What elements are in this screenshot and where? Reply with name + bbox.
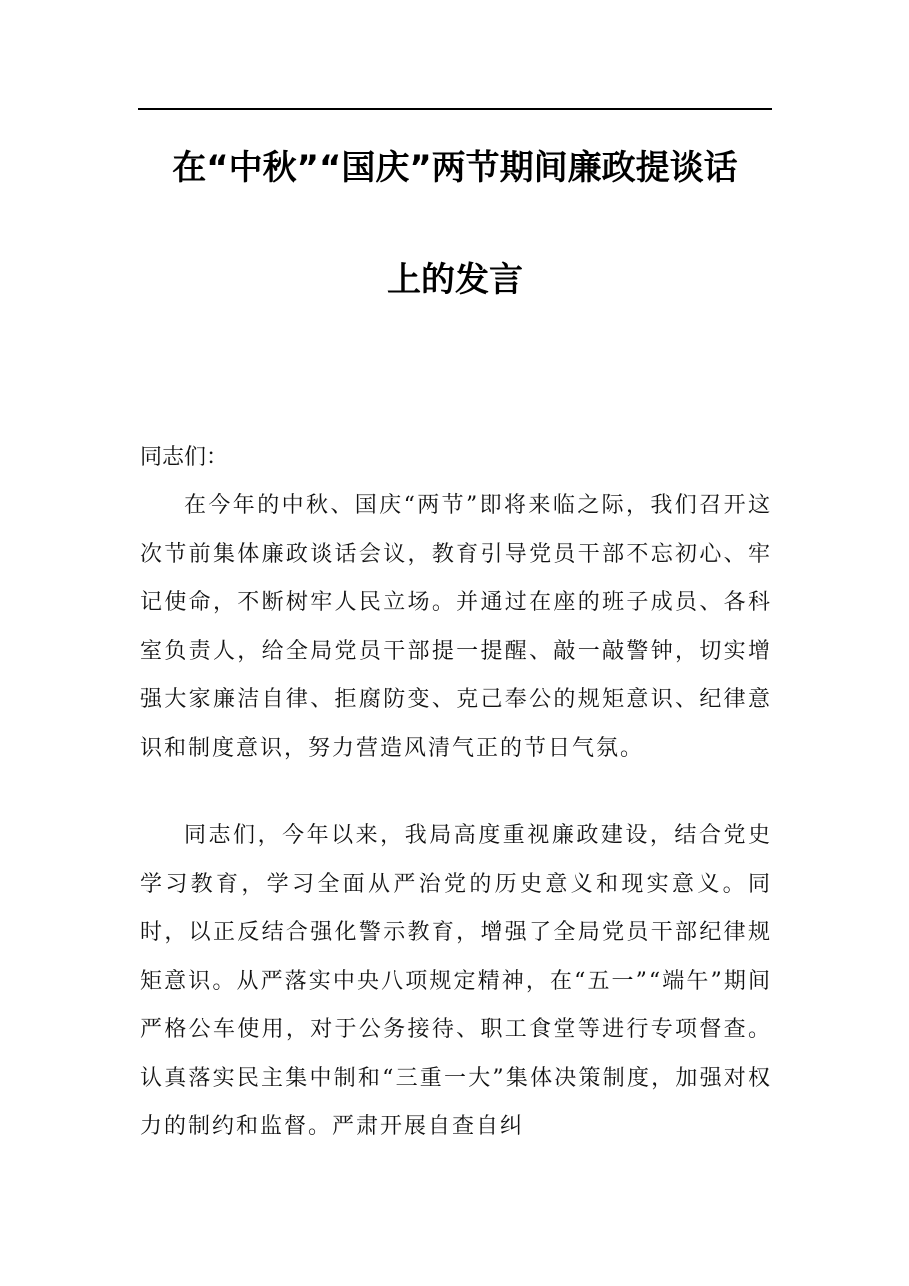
document-title-line-1: 在“中秋”“国庆”两节期间廉政提谈话: [172, 148, 738, 188]
body-paragraph-1: 在今年的中秋、国庆“两节”即将来临之际，我们召开这次节前集体廉政谈话会议，教育引导党员干部不忘初心、牢记使命，不断树牢人民立场。并通过在座的班子成员、各科室负责人，给全局党员干部提一提醒、敲一敲警钟，切实增强大家廉洁自律、拒腐防变、克己奉公的规矩意识、纪律意识和制度意识，努力营造风清气正的节日气氛。: [140, 493, 772, 761]
header-rule: [138, 108, 772, 110]
document-title-line-2: 上的发言: [387, 260, 523, 300]
salutation: 同志们：: [140, 445, 229, 470]
body-paragraph-2: 同志们，今年以来，我局高度重视廉政建设，结合党史学习教育，学习全面从严治党的历史意义和现实意义。同时，以正反结合强化警示教育，增强了全局党员干部纪律规矩意识。从严落实中央八项规定精神，在“五一”“端午”期间严格公车使用，对于公务接待、职工食堂等进行专项督查。认真落实民主集中制和“三重一大”集体决策制度，加强对权力的制约和监督。严肃开展自查自纠: [140, 823, 772, 1139]
